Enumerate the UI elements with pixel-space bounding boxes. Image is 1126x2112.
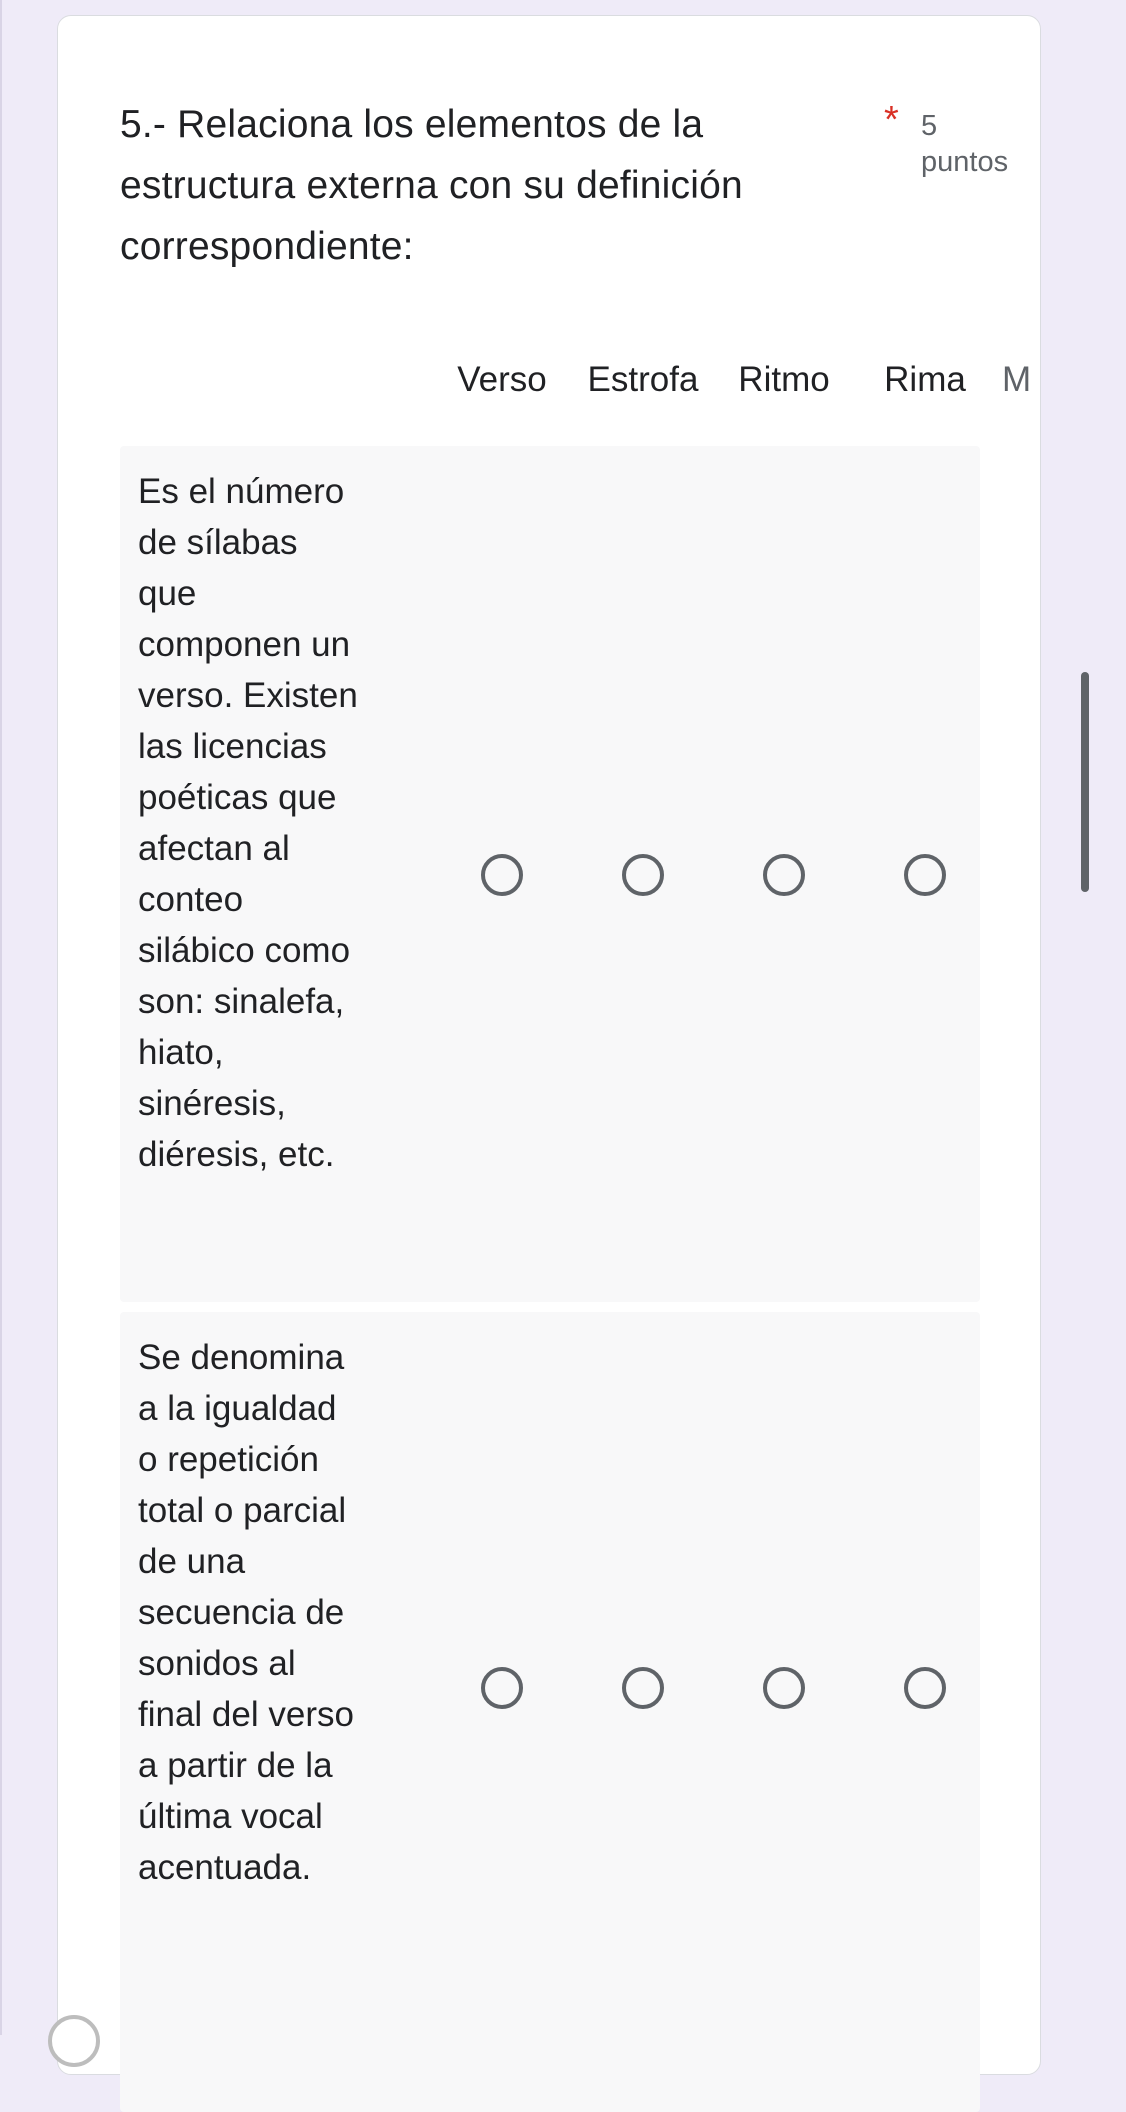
column-header-ritmo: Ritmo xyxy=(738,360,830,399)
radio-row1-rima[interactable] xyxy=(904,854,946,896)
required-asterisk: * xyxy=(884,99,899,141)
column-header-verso: Verso xyxy=(457,360,547,399)
row-1-label: Es el número de sílabas que componen un verso. Existen las licencias poéticas que afectan al conteo silábico como son: sinalefa, hiato, sinéresis, diéresis, etc. xyxy=(138,472,358,1174)
column-header-estrofa: Estrofa xyxy=(587,360,699,399)
points-label: 5 puntos xyxy=(921,110,1009,178)
radio-row1-estrofa[interactable] xyxy=(622,854,664,896)
grid-row-2 xyxy=(120,1312,980,2112)
grid-column-headers xyxy=(120,336,1032,446)
page-edge xyxy=(0,0,2,2035)
radio-row2-rima[interactable] xyxy=(904,1667,946,1709)
grid-row-1 xyxy=(120,446,980,1302)
column-header-rima: Rima xyxy=(884,360,966,399)
radio-row2-verso[interactable] xyxy=(481,1667,523,1709)
partial-circle-icon[interactable] xyxy=(48,2015,100,2067)
choice-grid xyxy=(120,336,1032,1887)
radio-row1-verso[interactable] xyxy=(481,854,523,896)
radio-row1-ritmo[interactable] xyxy=(763,854,805,896)
question-card xyxy=(57,15,1041,2075)
column-header-m: M xyxy=(1002,360,1032,399)
radio-row2-ritmo[interactable] xyxy=(763,1667,805,1709)
radio-row2-estrofa[interactable] xyxy=(622,1667,664,1709)
vertical-scrollbar[interactable] xyxy=(1081,672,1089,892)
question-title: 5.- Relaciona los elementos de la estructura externa con su definición correspondiente: xyxy=(120,103,743,268)
row-2-label: Se denomina a la igualdad o repetición total o parcial de una secuencia de sonidos al final del verso a partir de la última vocal acentuada. xyxy=(138,1338,354,1887)
